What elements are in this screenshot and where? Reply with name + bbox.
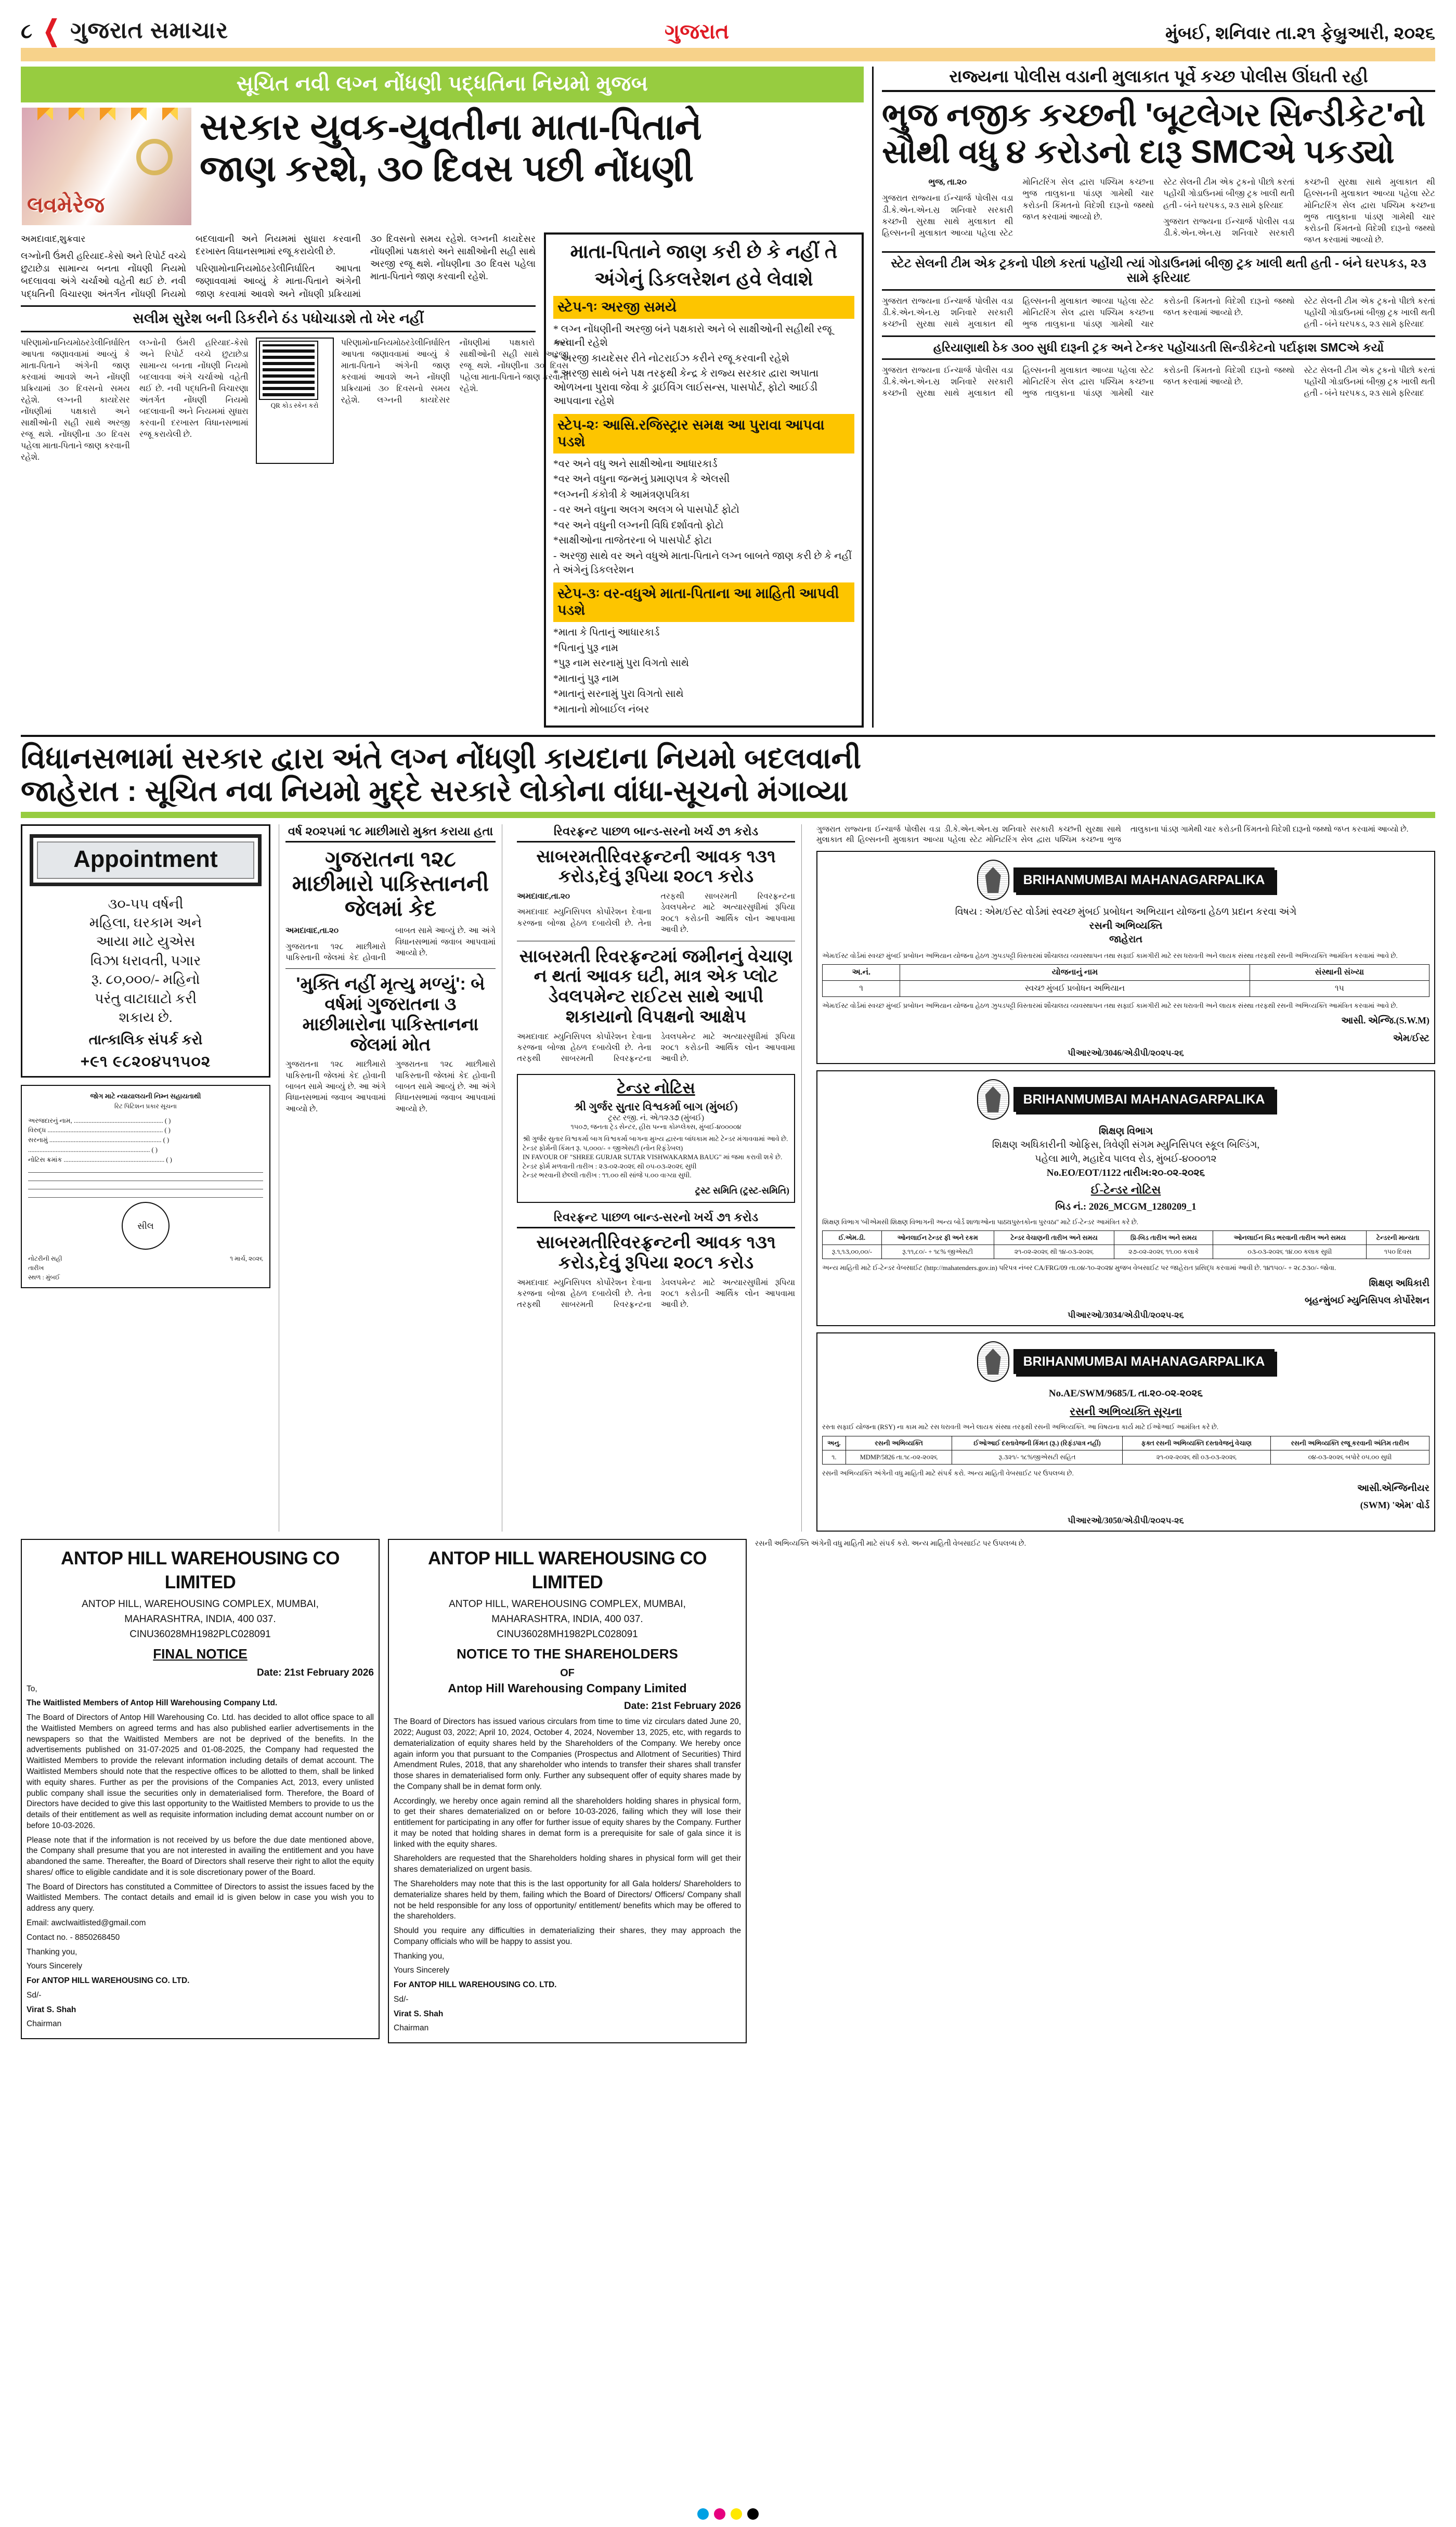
photo-caption: લવમેરેજ [27,192,105,217]
tender-body-4: ટેન્ડર ભરવાની છેલ્લી તારીખ : ૧૧.૦૦ થી સાંજે ૫.૦૦ વાગ્યા સુધી. [523,1171,692,1180]
mid1-subhead: 'મુક્તિ નહીં મૃત્યુ મળ્યું': બે વર્ષમાં ગુજરાતના ૩ માછીમારોના પાકિસ્તાનના જેલમાં મોત [296,974,485,1055]
right-body2-p1: સ્ટેટ સેલની ટીમ એક ટ્રકનો પીછો કરતાં પહોંચી ગોડાઉનમાં બીજી ટ્રક ખાલી થતી હતી - બંને ઘરપકડ, ૨૩ સામે ફરિયાદ [1304,296,1435,329]
bmc-seal-icon [977,1079,1009,1120]
lead-secondary-p2: લગ્નોની ઉંમરી હરિયાદ-કેસો અને રિપોર્ટ વચ્ચે છુટાછેડા સામાન્ય બનતા નોંધણી નિયમો બદલાવવા અંગે ચર્ચાઓ વહેતી થઈ છે. નવી પદ્ધતિની વિચારણા અંતર્ગત નોંધણી નિયમો બદલાવાની અને નિયમમાં સુધારા કરવાની દરખાસ્ત વિધાનસભામાં રજૂ કરાયેલી છે. [139,338,249,439]
masthead-logo [21,15,229,46]
lead-headline-line2: જાણ કરશે, ૩૦ દિવસ પછી નોંધણી [200,148,694,189]
mid2-body-2 [517,1031,795,1067]
mid2-body-3 [517,1277,795,1313]
bmc2-addr-1: પહેલા માળે, મહાદેવ પાલવ રોડ, મુંબઈ-૪૦૦૦૧૨ [1035,1154,1217,1165]
bmc2-sign-2: બૃહન્મુંબઈ મ્યુનિસિપલ કોર્પોરેશન [1304,1294,1429,1305]
list-item: *પિતાનું પુરૂ નામ [553,642,618,654]
ad2-sd: Sd/- [394,1994,409,2004]
masthead [21,0,1435,46]
table-cell: ૨૧-૦૨-૨૦૨૬ થી ૦૩-૦૩-૨૦૨૬ [1122,1450,1271,1464]
right-body2-p0: ગુજરાત રાજ્યના ઈન્ચાર્જ પોલીસ વડા ડી.કે.એન.એન.સ્ર શનિવારે સરકારી કચ્છની સુરક્ષા સાથે મુલાકાત થી હિલ્સનની મુલાકાત આવ્યા પહેલા સ્ટેટ મોનિટરિંગ સેલ દ્વારા પશ્ચિમ કચ્છના ભુજ તાલુકાના પાંડણ ગામેથી ચાર કરોડની કિંમતનો વિદેશી દારૂનો જથ્થો જપ્ત કરવામાં આવ્યો છે. [882,296,1295,329]
right-body3-p1: સ્ટેટ સેલની ટીમ એક ટ્રકનો પીછો કરતાં પહોંચી ગોડાઉનમાં બીજી ટ્રક ખાલી થતી હતી - બંને ઘરપકડ, ૨૩ સામે ફરિયાદ [1304,366,1435,398]
ad1-date: Date: 21st February 2026 [257,1667,374,1679]
ad2-sincerely: Yours Sincerely [394,1966,450,1975]
bmc-logo-2 [822,1079,1429,1120]
step-1-title: સ્ટેપ-૧ઃ અરજી સમયે [553,296,854,319]
right-body3-p0: ગુજરાત રાજ્યના ઈન્ચાર્જ પોલીસ વડા ડી.કે.એન.એન.સ્ર શનિવારે સરકારી કચ્છની સુરક્ષા સાથે મુલાકાત થી હિલ્સનની મુલાકાત આવ્યા પહેલા સ્ટેટ મોનિટરિંગ સેલ દ્વારા પશ્ચિમ કચ્છના ભુજ તાલુકાના પાંડણ ગામેથી ચાર કરોડની કિંમતનો વિદેશી દારૂનો જથ્થો જપ્ત કરવામાં આવ્યો છે. [882,366,1295,398]
ad2-signer-title: Chairman [394,2024,429,2033]
lead-body-p1: લગ્નોની ઉંમરી હરિયાદ-કેસો અને રિપોર્ટ વચ્ચે છુટાછેડા સામાન્ય બનતા નોંધણી નિયમો બદલાવવા અંગે ચર્ચાઓ વહેતી થઈ છે. નવી પદ્ધતિની વિચારણા અંતર્ગત નોંધણી નિયમો બદલાવાની અને નિયમમાં સુધારા કરવાની દરખાસ્ત વિધાનસભામાં રજૂ કરાયેલી છે. [21,234,361,299]
mid-story-1 [279,824,502,1532]
mid1-kicker: વર્ષ ૨૦૨૫માં ૧૮ માછીમારો મુક્ત કરાયા હતા [285,824,496,843]
top-region [21,67,1435,728]
mid2-headline: સાબરમતીરિવરફ્રન્ટની આવક ૧૩૧ કરોડ,દેવું રૂપિયા ૨૦૮૧ કરોડ [536,846,776,887]
appointment-ad[interactable] [21,824,270,1078]
english-ad-1 [21,1539,380,2040]
wedding-photo [21,107,192,226]
mid1-body [285,925,496,963]
bmc1-table [822,964,1429,997]
step-2-title: સ્ટેપ-૨ઃ આસિ.રજિસ્ટ્રાર સમક્ષ આ પુરાવા આપવા પડશે [553,414,854,453]
steps-box-wrapper [544,232,864,728]
table-col-header: રસની અભિવ્યક્તિ રજૂ કરવાની અંતિમ તારીખ [1271,1436,1429,1450]
ad2-company-name: ANTOP HILL WAREHOUSING CO LIMITED [428,1548,707,1593]
appointment-line-4: રૂ. ૮૦,૦૦૦/- મહિનો [91,971,200,988]
right-cont-p: ગુજરાત રાજ્યના ઈન્ચાર્જ પોલીસ વડા ડી.કે.એન.એન.સ્ર શનિવારે સરકારી કચ્છની સુરક્ષા સાથે મુલાકાત થી હિલ્સનની મુલાકાત આવ્યા પહેલા સ્ટેટ મોનિટરિંગ સેલ દ્વારા પશ્ચિમ કચ્છના ભુજ તાલુકાના પાંડણ ગામેથી ચાર કરોડની કિંમતનો વિદેશી દારૂનો જથ્થો જપ્ત કરવામાં આવ્યો છે. [816,825,1409,845]
steps-box-title-1: માતા-પિતાને જાણ કરી છે કે નહીં તે [570,241,838,262]
right-story-body [882,177,1435,245]
bottom-right-filler [755,1539,1435,2044]
lead-body-p2: પરિણામોનાનિયમોઠરડેલીનિર્ધારિત આપતા જણાવવામાં આવ્યું કે માતા-પિતાને અંગેની જાણ કરવામાં આવશે અને નોંધણી પ્રક્રિયામાં ૩૦ દિવસનો સમય રહેશે. લગ્નની કાયદેસર નોંધણીમાં પક્ષકારો અને સાક્ષીઓની સહી સાથે અરજી રજૂ થશે. નોંધણીના ૩૦ દિવસ પહેલા માતા-પિતાને જાણ કરવાની રહેશે. [196,234,536,299]
ring-icon [136,139,173,175]
bmc1-sign-1: આસી. એન્જિ.(S.W.M) [1341,1015,1429,1026]
tender-sign: ટ્રસ્ટ સમિતિ (ટ્રસ્ટ-સમિતિ) [695,1185,789,1196]
tender-title: ટેન્ડર નોટિસ [617,1080,695,1097]
legal-form-row: અરજદારનું નામ, ....................................................... ( ) [28,1117,171,1124]
table-cell: ૨૭-૦૨-૨૦૨૬ ૧૧.૦૦ કલાકે [1114,1245,1213,1259]
band2 [21,735,1435,807]
table-col-header: સંસ્થાની સંખ્યા [1250,965,1429,981]
bmc2-addr-0: શિક્ષણ અધિકારીની ઓફિસ, ત્રિવેણી સંગમ મ્યુનિસિપલ સ્કૂલ બિલ્ડિંગ, [992,1139,1260,1151]
bmc1-sign-2: એમ/ઈસ્ટ [1393,1032,1429,1043]
right-story-dateline: ભુજ, તા.૨૦ [928,178,967,187]
lead-body-p0: અમદાવાદ,શુક્રવાર [21,234,86,244]
bmc-org-name-3: BRIHANMUMBAI MAHANAGARPALIKA [1013,1349,1275,1374]
ad1-signer-title: Chairman [27,2019,62,2029]
form-blank-line [28,1175,263,1181]
appointment-line-6: શકાય છે. [119,1009,173,1026]
table-cell: સ્વચ્છ મુંબઈ પ્રબોધન અભિયાન [900,981,1250,997]
list-item: - અરજી સાથે વર અને વધુએ માતા-પિતાને લગ્ન બાબતે જાણ કરી છે કે નહીં તે અંગેનું ડિકલરેશન [553,551,852,576]
lead-headline-row [21,107,864,226]
bmc3-pr: પીઆરઓ/3050/એડીપી/૨૦૨૫-૨૬ [1068,1515,1184,1525]
bmc3-title: રસની અભિવ્યક્તિ સૂચના [1070,1405,1182,1418]
table-col-header: અ.નં. [823,965,900,981]
appointment-phone[interactable]: +૯૧ ૯૮૨૦૪૫૧૫૦૨ [80,1053,211,1071]
bmc1-pr: પીઆરઓ/3046/એડીપી/૨૦૨૫-૨૬ [1068,1047,1184,1058]
ad2-para-1: Accordingly, we hereby once again remind all the shareholders holding shares in physical form, to get their shares dematerialized on or before 10-03-2026, failing which they will lose their entitlement for participating in any offer for further issue of equity shares by the Company. Further it may be noted that holding shares in demat form is a prerequisite for sale of gala since it is linked with the equity shares. [394,1796,741,1849]
table-row [823,981,1429,997]
lead-secondary-p: પરિણામોનાનિયમોઠરડેલીનિર્ધારિત આપતા જણાવવામાં આવ્યું કે માતા-પિતાને અંગેની જાણ કરવામાં આવશે અને નોંધણી પ્રક્રિયામાં ૩૦ દિવસનો સમય રહેશે. લગ્નની કાયદેસર નોંધણીમાં પક્ષકારો અને સાક્ષીઓની સહી સાથે અરજી રજૂ થશે. નોંધણીના ૩૦ દિવસ પહેલા માતા-પિતાને જાણ કરવાની રહેશે. [21,338,130,462]
table-cell: ૧૫ [1250,981,1429,997]
form-blank-line [28,1167,263,1173]
english-ad-1-wrapper [21,1539,380,2044]
flame-icon: ❮ [43,15,60,46]
list-item: * લગ્ન નોંધણીની અરજી બંને પક્ષકારો અને બે સાક્ષીઓની સહીથી રજૂ કરવાની રહેશે [553,323,832,349]
ad2-para-0: The Board of Directors has issued various circulars from time to time viz circulars dated June 20, 2022; August 03, 2022; April 10, 2024, October 4, 2024, November 13, 2025, etc, with regards to dematerialization of equity shares held by the Shareholders of the Company. We hereby once again inform you that pursuant to the Companies (Prospectus and Allotment of Securities) Third Amendment Rules, 2018, that any shareholder who intends to transfer their shares shall transfer those shares in dematerialised form only. Further any subsequent offer of equity shares made by the Company shall be in demat form only. [394,1717,741,1791]
mid2-kicker: રિવરફ્રન્ટ પાછળ બાન્ડ-સરનો ખર્ચ ૭૧ કરોડ [517,824,795,843]
ad1-for-company: For ANTOP HILL WAREHOUSING CO. LTD. [27,1976,190,1986]
table-col-header: ઈઓઆઈ દસ્તાવેજની કિંમત (રૂ.) (રિફંડપાત્ર નહીં) [952,1436,1122,1450]
ad2-para-3: The Shareholders may note that this is the last opportunity for all Gala holders/ Shareholders to dematerialize shares held by them, failing which the Board of Directors/ Officers/ Company shall not be held responsible for any loss of opportunity/ entitlement/ benefits which may be offered to the shareholders. [394,1879,741,1921]
lead-secondary-text [21,338,249,464]
ad1-signer-name: Virat S. Shah [27,2005,76,2014]
legal-form-row: સરનામું ..................................................................... ( ) [28,1136,170,1144]
bmc-seal-icon [977,1341,1009,1382]
ad2-for-company: For ANTOP HILL WAREHOUSING CO. LTD. [394,1980,557,1990]
bmc1-body-extra: એમ/ઈસ્ટ વોર્ડમાં સ્વચ્છ મુંબઈ પ્રબોધન અભિયાન યોજના હેઠળ ઝુપડપટ્ટી વિસ્તારમાં શૌચાલય વ્યવસ્થાપન તથા સફાઈ કામગીરી માટે રસ ધરાવતી અને લાયક સંસ્થા તરફથી રસની અભિવ્યક્તિ આમંત્રિત કરવામાં આવે છે. [822,1001,1398,1009]
table-header-row [823,1436,1429,1450]
qr-caption: QR કોડ સ્કેન કરો [270,401,319,409]
right-body-p0b: ગુજરાત રાજ્યના ઈન્ચાર્જ પોલીસ વડા ડી.કે.એન.એન.સ્ર શનિવારે સરકારી કચ્છની સુરક્ષા સાથે મુલાકાત થી હિલ્સનની મુલાકાત આવ્યા પહેલા સ્ટેટ મોનિટરિંગ સેલ દ્વારા પશ્ચિમ કચ્છના ભુજ તાલુકાના પાંડણ ગામેથી ચાર કરોડની કિંમતનો વિદેશી દારૂનો જથ્થો જપ્ત કરવામાં આવ્યો છે. [1163,178,1435,244]
step-3-title: સ્ટેપ-૩ઃ વર-વધુએ માતા-પિતાના આ માહિતી આપવી પડશે [553,582,854,622]
tender-notice-ad [517,1074,795,1203]
right-body-p1: સ્ટેટ સેલની ટીમ એક ટ્રકનો પીછો કરતાં પહોંચી ગોડાઉનમાં બીજી ટ્રક ખાલી થતી હતી - બંને ઘરપકડ, ૨૩ સામે ફરિયાદ [1163,178,1295,210]
bmc3-footer: રસની અભિવ્યક્તિ અંગેની વધુ માહિતી માટે સંપર્ક કરો. અન્ય માહિતી વેબસાઈટ પર ઉપલબ્ધ છે. [822,1469,1074,1477]
tender-body-1: ટેન્ડર ફોર્મની કિંમત રૂ. ૫,૦૦૦/- + જીએસટી (નોન રિફંડેબલ) [523,1144,683,1152]
mid1-body-2 [285,1059,496,1119]
ad1-address-2: MAHARASHTRA, INDIA, 400 037. [124,1614,276,1625]
bmc2-table [822,1230,1429,1259]
cmyk-magenta [714,2508,725,2520]
legal-form-sub: રિટ પિટિશન પ્રકાર સૂચના [114,1102,177,1110]
ad1-address-1: ANTOP HILL, WAREHOUSING COMPLEX, MUMBAI, [82,1599,319,1610]
appointment-line-1: મહિલા, ઘરકામ અને [89,915,202,930]
form-signer-2: સ્થળ : મુંબઈ [28,1274,60,1281]
appointment-body [28,891,264,1054]
ad2-para-4: Should you require any difficulties in dematerializing their shares, they may approach the Company officials who will be happy to assist you. [394,1926,741,1946]
legal-form-ad [21,1085,270,1288]
table-cell: ૦૩-૦૩-૨૦૨૬ ૧૪.૦૦ કલાક સુધી [1213,1245,1367,1259]
divider [285,968,496,969]
list-item: * અરજી સાથે બંને પક્ષ તરફથી કેન્દ્ર કે રાજ્ય સરકાર દ્વારા અપાતા ઓળખના પુરાવા જેવા કે ડ્રાઈવિંગ લાઈસન્સ, પાસપોર્ટ, ફોટો આઈડી આપવાના રહેશે [553,368,819,407]
list-item: *સાક્ષીઓના તાજેતરના બે પાસપોર્ટ ફોટા [553,535,712,547]
lead-story-column [21,67,874,728]
ad1-sincerely: Yours Sincerely [27,1962,83,1971]
table-header-row [823,1231,1429,1245]
table-col-header: રસની અભિવ્યક્તિ [846,1436,952,1450]
tender-body-0: શ્રી ગુર્જર સુતાર વિશ્વકર્મા બાગ વિશ્વકર્મા બાગના મુખ્ય દ્વારના બાંધકામ માટે ટેન્ડર મંગાવવામાં આવે છે. [523,1135,788,1143]
table-cell: ૧. [823,1450,846,1464]
section-label: ગુજરાત [665,20,730,43]
lead-green-kicker: સૂચિત નવી લગ્ન નોંધણી પદ્ધતિના નિયમો મુજબ [21,67,864,102]
appointment-cta: તાત્કાલિક સંપર્ક કરો [88,1031,203,1047]
mid-story-2 [511,824,802,1532]
ad1-company-name: ANTOP HILL WAREHOUSING CO LIMITED [61,1548,340,1593]
table-cell: રૂ.૧,૧૩,૦૦,૦૦/- [823,1245,882,1259]
right-story-body-2 [882,296,1435,330]
english-ad-2-wrapper [388,1539,747,2044]
list-item: *વર અને વધુની લગ્નની વિધિ દર્શાવતો ફોટો [553,520,724,531]
right-story-subhead2: સ્ટેટ સેલની ટીમ એક ટ્રકનો પીછો કરતાં પહોંચી ત્યાં ગોડાઉનમાં બીજી ટ્રક ખાલી થતી હતી - બંને ઘરપકડ, ૨૩ સામે ફરિયાદ [882,251,1435,291]
list-item: *માતાનું પુરૂ નામ [553,673,619,684]
appointment-badge [30,834,262,886]
bmc-org-name-1: BRIHANMUMBAI MAHANAGARPALIKA [1013,867,1275,892]
steps-box [544,232,864,728]
bottom-ads-region [21,1539,1435,2044]
ad1-sd: Sd/- [27,1990,42,2000]
photo-zigzag-border [22,108,191,128]
qr-code-icon [260,342,317,399]
mid2-kicker-2: રિવરફ્રન્ટ પાછળ બાન્ડ-સરનો ખર્ચ ૭૧ કરોડ [517,1210,795,1228]
table-cell: MDMP/5826 તા.૧૮-૦૨-૨૦૨૬ [846,1450,952,1464]
cmyk-black [747,2508,759,2520]
list-item: *વર અને વધુના જન્મનું પ્રમાણપત્ર કે એલસી [553,474,730,485]
ad2-address-2: MAHARASHTRA, INDIA, 400 037. [491,1614,643,1625]
legal-form-row: નોટિસ ક્રમાંક .............................................................. ( ) [28,1156,172,1163]
steps-box-title-2: અંગેનું ડિકલરેશન હવે લેવાશે [594,268,813,290]
lead-headline-line1: સરકાર યુવક-યુવતીના માતા-પિતાને [200,107,702,147]
table-col-header: ઈ.એમ.ડી. [823,1231,882,1245]
bottom-right-p: રસની અભિવ્યક્તિ અંગેની વધુ માહિતી માટે સંપર્ક કરો. અન્ય માહિતી વેબસાઈટ પર ઉપલબ્ધ છે. [755,1539,1026,1548]
band2-headline-line1: વિધાનસભામાં સરકાર દ્વારા અંતે લગ્ન નોંધણી કાયદાના નિયમો બદલવાની [21,742,862,775]
list-item: *માતા કે પિતાનું આધારકાર્ડ [553,627,660,639]
ad1-email[interactable]: Email: awcIwaitlisted@gmail.com [27,1918,146,1927]
list-item: *વર અને વધુ અને સાક્ષીઓના આધારકાર્ડ [553,458,718,470]
step-1-list [553,323,854,409]
table-cell: રૂ.૧૧,૮૦/- + ૧૮% જીએસટી [881,1245,994,1259]
ad1-cin: CINU36028MH1982PLC028091 [129,1628,271,1640]
table-cell: રૂ.૩૨૧/- ૧૮%જીએસટી સહિત [952,1450,1122,1464]
table-col-header: યોજનાનું નામ [900,965,1250,981]
appointment-column [21,824,270,1532]
form-blank-line [28,1191,263,1198]
form-signer-0: નોટરીની સહી [28,1255,62,1263]
english-ad-2 [388,1539,747,2044]
mid1-dateline: અમદાવાદ,તા.૨૦ [285,926,339,936]
step-2-list [553,458,854,577]
bmc2-ref: No.EO/EOT/1122 તારીખ:૨૦-૦૨-૨૦૨૬ [1046,1167,1205,1178]
right-story-body-3 [882,365,1435,399]
tender-address: ૧૫૦૭, જનતા ટ્રેડ સેન્ટર, હીરા પન્ના કોમ્પ્લેક્સ, મુંબઈ-૪૦૦૦૦૪ [570,1123,742,1131]
mid2-dateline: અમદાવાદ,તા.૨૦ [517,892,570,901]
list-item: *માતાનો મોબાઈલ નંબર [553,704,649,715]
bmc1-body: એમ/ઈસ્ટ વોર્ડમાં સ્વચ્છ મુંબઈ પ્રબોધન અભિયાન યોજના હેઠળ ઝુપડપટ્ટી વિસ્તારમાં શૌચાલય વ્યવસ્થાપન તથા સફાઈ કામગીરી માટે રસ ધરાવતી અને લાયક સંસ્થા તરફથી રસની અભિવ્યક્તિ આમંત્રિત કરવામાં આવે છે. [822,951,1398,960]
mid1-body2-p: ગુજરાતના ૧૨૮ માછીમારો પાકિસ્તાની જેલમાં કેદ હોવાની બાબત સામે આવ્યું છે. આ અંગે વિધાનસભામાં જવાબ આપવામાં આવ્યો છે. [285,1060,386,1113]
list-item: *માતાનું સરનામું પુરા વિગતો સાથે [553,689,684,700]
mid1-body-p: ગુજરાતના ૧૨૮ માછીમારો પાકિસ્તાની જેલમાં કેદ હોવાની બાબત સામે આવ્યું છે. આ અંગે વિધાનસભામાં જવાબ આપવામાં આવ્યો છે. [285,926,496,962]
right-continuation-text [816,824,1435,846]
form-signer-1: તારીખ [28,1264,44,1272]
mid1-body2-p2: ગુજરાતના ૧૨૮ માછીમારો પાકિસ્તાની જેલમાં કેદ હોવાની બાબત સામે આવ્યું છે. આ અંગે વિધાનસભામાં જવાબ આપવામાં આવ્યો છે. [395,1060,496,1113]
tender-org-2: ટ્રસ્ટ રજી. નં. એ/૧૨૩૭ (મુંબઈ) [608,1114,704,1123]
table-col-header: ટેન્ડરની માન્યતા [1367,1231,1429,1245]
ad2-signer-name: Virat S. Shah [394,2009,444,2018]
bottom-right-text [755,1539,1435,1549]
bmc3-body: રસ્તા સફાઈ યોજના (RSY) ના કામ માટે રસ ધરાવતી અને લાયક સંસ્થા તરફથી રસની અભિવ્યક્તિ. આ વિષયના કાર્ય માટે ઈઓઆઈ આમંત્રિત કરે છે. [822,1423,1219,1431]
band2-green-rule [21,812,1435,818]
ad1-para-2: The Board of Directors has constituted a Committee of Directors to assist the issues faced by the Waitlisted Members. The contact details and email id is given below in case you wish you to address any query. [27,1882,374,1913]
right-body-p0: ગુજરાત રાજ્યના ઈન્ચાર્જ પોલીસ વડા ડી.કે.એન.એન.સ્ર શનિવારે સરકારી કચ્છની સુરક્ષા સાથે મુલાકાત થી હિલ્સનની મુલાકાત આવ્યા પહેલા સ્ટેટ મોનિટરિંગ સેલ દ્વારા પશ્ચિમ કચ્છના ભુજ તાલુકાના પાંડણ ગામેથી ચાર કરોડની કિંમતનો વિદેશી દારૂનો જથ્થો જપ્ત કરવામાં આવ્યો છે. [882,178,1154,238]
bmc2-body: શિક્ષણ વિભાગ 'બીએમસી શિક્ષણ વિભાગની અન્ય બોર્ડ શાળાઓના પાઠ્યપુસ્તકોના પુરવઠા'' માટે ઈ-ટેન્ડર આમંત્રિત કરે છે. [822,1217,1139,1226]
ad2-date: Date: 21st February 2026 [624,1700,741,1712]
right-headline-line1: ભુજ નજીક કચ્છની 'બૂટલેગર સિન્ડીકેટ'નો [882,97,1425,133]
table-header-row [823,965,1429,981]
form-blank-line [28,1183,263,1189]
mid2-body-p: અમદાવાદ મ્યુનિસિપલ કોર્પોરેશન દેવાના કરજના બોજા હેઠળ દબાયેલી છે. તેના તરફથી સાબરમતી રિવરફ્રન્ટના ડેવલપમેન્ટ માટે અત્યારસુધીમાં રૂપિયા ૨૦૮૧ કરોડની આર્થિક લોન આપવામા આવી છે. [517,892,795,935]
table-col-header: પ્રિ-બિડ તારીખ અને સમય [1114,1231,1213,1245]
tender-body-3: ટેન્ડર ફોર્મ મળવાની તારીખ : ૨૩-૦૨-૨૦૨૬ થી ૦૫-૦૩-૨૦૨૬ સુધી [523,1162,697,1170]
table-cell: ૨૧-૦૨-૨૦૨૬ થી ૧૪-૦૩-૨૦૨૬ [994,1245,1114,1259]
appointment-line-3: વિઝા ધરાવતી, પગાર [90,952,201,968]
ad1-thanks: Thanking you, [27,1947,77,1956]
right-story-kicker: રાજ્યના પોલીસ વડાની મુલાકાત પૂર્વે કચ્છ પોલીસ ઊંઘતી રહી [882,67,1435,92]
appointment-badge-label: Appointment [37,841,254,879]
bmc-notice-2 [816,1070,1435,1326]
form-date: ૧ માર્ચ, ૨૦૨૬ [230,1255,263,1263]
right-story-subhead3: હરિયાણાથી ઠેક ૩૦૦ સુધી દારૂની ટ્રક અને ટેન્કર પહોંચાડતી સિન્ડીકેટનો પર્દાફાશ SMCએ કર્યો [882,335,1435,360]
paper-title: ગુજરાત સમાચાર [70,18,229,43]
bmc2-sign-1: શિક્ષણ અધિકારી [1369,1277,1429,1288]
mid2-body2-p: અમદાવાદ મ્યુનિસિપલ કોર્પોરેશન દેવાના કરજના બોજા હેઠળ દબાયેલી છે. તેના તરફથી સાબરમતી રિવરફ્રન્ટના ડેવલપમેન્ટ માટે અત્યારસુધીમાં રૂપિયા ૨૦૮૧ કરોડની આર્થિક લોન આપવામા આવી છે. [517,1032,795,1064]
tender-body-2: IN FAVOUR OF "SHREE GURJAR SUTAR VISHWAKARMA BAUG" માં જમા કરાવી શકે છે. [523,1153,783,1161]
dateline: મુંબઈ, શનિવાર તા.૨૧ ફેબ્રુઆરી, ૨૦૨૬ [1165,23,1435,43]
right-story-column [874,67,1435,728]
bmc-notice-1 [816,851,1435,1064]
cmyk-yellow [731,2508,742,2520]
legal-form-row: ........................................................................... ( ) [28,1146,158,1154]
list-item: * અરજી કાયદેસર રીતે નોટરાઈઝ કરીને રજૂ કરવાની રહેશે [553,353,790,364]
seal-stamp: સીલ [122,1202,170,1250]
ad2-thanks: Thanking you, [394,1951,445,1961]
table-row [823,1450,1429,1464]
bmc2-bid-no: બિડ નં.: 2026_MCGM_1280209_1 [1055,1201,1197,1213]
appointment-line-0: ૩૦-૫૫ વર્ષની [108,896,184,912]
legal-form-row: વિરુદ્ધ ....................................................................... ( ) [28,1126,171,1134]
table-col-header: ઓનલાઈન બિડ ભરવાની તારીખ અને સમય [1213,1231,1367,1245]
appointment-line-5: પરંતુ વાટાઘાટો કરી [94,990,197,1006]
table-col-header: અનુ. [823,1436,846,1450]
bmc-column [810,824,1435,1532]
right-headline-line2: સૌથી વધુ ૪ કરોડનો દારૂ SMCએ પકડ્યો [882,134,1395,170]
ad1-para-0: The Board of Directors of Antop Hill Warehousing Co. Ltd. has decided to allot office space to all the Waitlisted Members on agreed terms and has also published earlier advertisements in the newspapers so that the Waitlisted Members are not be deprived of the benefits. In the advertisements published on 31-07-2025 and 01-08-2025, the Company had requested the Waitlisted Members to provide the relevant information including details of demat account. The Waitlisted Members should note that the respective offices to be allotted to them, shall be linked with equity shares. Further as per the provisions of the Companies Act, 2013, every unlisted public company shall issue the securities only in dematerialised form. Therefore, the Board of Directors have decided to give this last opportunity to the Waitlisted Members to provide to us the details of their entitlement as well as requisite information including demat account number on or before 10-03-2026. [27,1713,374,1830]
middle-region [21,824,1435,1532]
appointment-line-2: આયા માટે યુએસ [96,934,196,950]
bmc2-title: ઈ-ટેન્ડર નોટિસ [1090,1183,1161,1197]
ad2-title: NOTICE TO THE SHAREHOLDERS [457,1646,678,1662]
cmyk-cyan [697,2508,709,2520]
list-item: *લગ્નની કંકોત્રી કે આમંત્રણપત્રિકા [553,489,690,500]
bmc3-sign-1: આસી.એન્જિનીયર [1357,1483,1429,1494]
lead-tertiary-text [341,338,569,464]
bmc-org-name-2: BRIHANMUMBAI MAHANAGARPALIKA [1013,1087,1275,1112]
ad2-address-1: ANTOP HILL, WAREHOUSING COMPLEX, MUMBAI, [449,1599,686,1610]
ad2-cin: CINU36028MH1982PLC028091 [497,1628,638,1640]
ad2-para-2: Shareholders are requested that the Shareholders holding shares in physical form will get their shares dematerialized on urgent basis. [394,1854,741,1874]
mid2-body3-p: અમદાવાદ મ્યુનિસિપલ કોર્પોરેશન દેવાના કરજના બોજા હેઠળ દબાયેલી છે. તેના તરફથી સાબરમતી રિવરફ્રન્ટના ડેવલપમેન્ટ માટે અત્યારસુધીમાં રૂપિયા ૨૦૮૧ કરોડની આર્થિક લોન આપવામા આવી છે. [517,1278,795,1310]
bmc3-table [822,1436,1429,1465]
tender-org-1: શ્રી ગુર્જર સુતાર વિશ્વકર્મા બાગ (મુંબઈ) [574,1100,738,1113]
masthead-bar [21,48,1435,61]
bmc-logo-1 [822,860,1429,900]
mid2-headline-2: સાબરમતીરિવરફ્રન્ટની આવક ૧૩૧ કરોડ,દેવું રૂપિયા ૨૦૮૧ કરોડ [536,1233,776,1273]
table-row [823,1245,1429,1259]
lead-subhead: સલીમ સુરેશ બની ડિકરીને ઠંડ પધોચાડશે તો ખેર નહીં [21,305,536,332]
bmc-seal-icon [977,860,1009,900]
bmc1-subject-3: જાહેરાત [1109,934,1143,945]
page-number: ૮ [21,19,32,43]
band2-headline-line2: જાહેરાત : સૂચિત નવા નિયમો મુદ્દે સરકારે લોકોના વાંધા-સૂચનો મંગાવ્યા [21,774,849,807]
bmc1-subject: વિષય : એમ/ઈસ્ટ વોર્ડમાં સ્વચ્છ મુંબઈ પ્રબોધન અભિયાન યોજના હેઠળ પ્રદાન કરવા અંગે [955,906,1297,917]
ad2-title-company: Antop Hill Warehousing Company Limited [448,1681,687,1695]
table-col-header: ટેન્ડર વેચાણની તારીખ અને સમય [994,1231,1114,1245]
cmyk-registration-marks [697,2508,759,2520]
step-3-list [553,626,854,717]
bmc2-pr: પીઆરઓ/3034/એડીપી/૨૦૨૫-૨૬ [1068,1310,1184,1320]
bmc2-dept: શિક્ષણ વિભાગ [1099,1125,1153,1137]
ad1-title: FINAL NOTICE [153,1646,248,1662]
ad1-to: To, [27,1684,37,1693]
table-col-header: ફક્ત રસની અભિવ્યક્તિ દસ્તાવેજનું વેચાણ [1122,1436,1271,1450]
ad1-para-1: Please note that if the information is not received by us before the due date mentioned above, the Company shall presume that you are not interested in availing the entitlement and you have abandoned the same. Thereafter, the Board of Directors shall reserve their right to allot the equity shares/ office to eligible candidate and it is sole discretionary power of the Board. [27,1835,374,1877]
bmc3-ref: No.AE/SWM/9685/L તા.૨૦-૦૨-૨૦૨૬ [1048,1388,1203,1399]
ad1-to-whom: The Waitlisted Members of Antop Hill Warehousing Company Ltd. [27,1699,278,1708]
bmc1-subject-2: રસની અભિવ્યક્તિ [1089,920,1163,931]
bmc3-sign-2: (SWM) 'એમ' વોર્ડ [1360,1500,1429,1511]
bmc-notice-3 [816,1332,1435,1531]
mid1-headline: ગુજરાતના ૧૨૮ માછીમારો પાકિસ્તાનની જેલમાં કેદ [292,846,489,921]
ad1-contact[interactable]: Contact no. - 8850268450 [27,1933,120,1942]
list-item: *પુરૂ નામ સરનામું પુરા વિગતો સાથે [553,658,689,669]
bmc2-footer: અન્ય માહિતી માટે ઈ-ટેન્ડર વેબસાઈટ (http://mahatenders.gov.in) પરિપત્ર નંબર CA/FRG/09 તા.૦૪-૧૦-૨૦૨૪ મુજબ વેબસાઈટ પર જાહેરાત પ્રસિદ્ધ કરવામાં આવી છે. ૧૪૧૫૦/- + ૨૮૭૩૦/- જોવા. [822,1264,1336,1272]
lead-body-text [21,232,536,300]
qr-code-block[interactable] [256,338,334,464]
bmc-logo-3 [822,1341,1429,1382]
legal-form-header: જોગ માટે ન્યાયાલયની નિમ્ન સહાયતાથી [90,1092,201,1100]
mid2-body [517,891,795,936]
table-cell: ૦૪-૦૩-૨૦૨૬ બપોરે ૦૫.૦૦ સુધી [1271,1450,1429,1464]
table-cell: ૧ [823,981,900,997]
mid2-subhead: સાબરમતી રિવરફ્રન્ટમાં જમીનનું વેચાણ ન થતાં આવક ઘટી, માત્ર એક પ્લોટ ડેવલપમેન્ટ રાઈટસ સાથે આપી શકાયાનો વિપક્ષનો આક્ષેપ [519,946,793,1027]
lead-tertiary-p: પરિણામોનાનિયમોઠરડેલીનિર્ધારિત આપતા જણાવવામાં આવ્યું કે માતા-પિતાને અંગેની જાણ કરવામાં આવશે અને નોંધણી પ્રક્રિયામાં ૩૦ દિવસનો સમય રહેશે. લગ્નની કાયદેસર નોંધણીમાં પક્ષકારો અને સાક્ષીઓની સહી સાથે અરજી રજૂ થશે. નોંધણીના ૩૦ દિવસ પહેલા માતા-પિતાને જાણ કરવાની રહેશે. [341,338,569,405]
list-item: - વર અને વધુના અલગ અલગ બે પાસપોર્ટ ફોટો [553,504,739,516]
table-cell: ૧૫૦ દિવસ [1367,1245,1429,1259]
ad2-title-of: OF [560,1667,575,1679]
table-col-header: ઓનલાઈન ટેન્ડર ફી અને રકમ [881,1231,994,1245]
